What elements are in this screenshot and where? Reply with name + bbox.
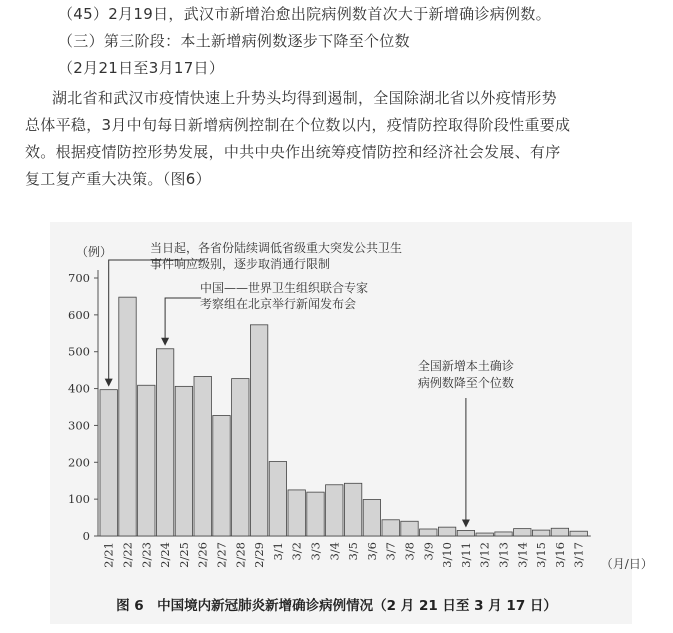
x-tick-label: 3/11 — [458, 542, 473, 568]
body-line-2: 总体平稳，3月中旬每日新增病例控制在个位数以内，疫情防控取得阶段性重要成 — [25, 116, 571, 134]
bar — [213, 415, 230, 536]
bar — [250, 325, 267, 536]
y-axis-label: （例） — [76, 245, 113, 259]
body-line-1: 湖北省和武汉市疫情快速上升势头均得到遏制，全国除湖北省以外疫情形势 — [52, 89, 557, 107]
bar — [457, 530, 474, 536]
bar — [495, 532, 512, 536]
bar-chart — [50, 222, 653, 624]
y-tick-label: 500 — [68, 344, 90, 359]
annotation-text: 当日起，各省份陆续调低省级重大突发公共卫生 — [150, 241, 403, 255]
bar — [438, 527, 455, 536]
bar — [382, 520, 399, 536]
x-tick-label: 3/9 — [421, 542, 436, 561]
y-tick-label: 600 — [68, 307, 90, 322]
y-tick-label: 100 — [68, 492, 90, 507]
x-tick-label: 2/21 — [101, 542, 116, 568]
bar — [344, 483, 361, 536]
bar — [288, 490, 305, 536]
x-tick-label: 3/12 — [477, 542, 492, 568]
bar — [119, 297, 136, 536]
x-tick-label: 2/25 — [176, 542, 191, 568]
x-tick-label: 3/1 — [270, 542, 285, 561]
bar — [476, 533, 493, 536]
x-tick-label: 3/15 — [534, 542, 549, 568]
annotation-arrowhead — [105, 379, 113, 387]
x-tick-label: 3/8 — [402, 542, 417, 561]
x-tick-label: 2/24 — [158, 542, 173, 568]
x-tick-label: 2/29 — [252, 542, 267, 568]
x-tick-label: 2/23 — [139, 542, 154, 568]
bar — [138, 385, 155, 536]
bar — [326, 485, 343, 536]
bar — [156, 349, 173, 536]
bar — [232, 379, 249, 536]
x-tick-label: 2/27 — [214, 542, 229, 568]
body-line-4: 复工复产重大决策。（图6） — [25, 170, 211, 188]
line-1: （45）2月19日，武汉市新增治愈出院病例数首次大于新增确诊病例数。 — [58, 5, 551, 23]
bar — [175, 386, 192, 536]
x-tick-label: 2/26 — [195, 542, 210, 568]
x-tick-label: 3/7 — [383, 542, 398, 561]
bar — [514, 529, 531, 536]
x-tick-label: 2/22 — [120, 542, 135, 568]
x-axis-label: （月/日） — [600, 557, 653, 571]
annotation-text: 中国——世界卫生组织联合专家 — [200, 281, 369, 295]
x-tick-label: 3/13 — [496, 542, 511, 568]
y-tick-label: 700 — [68, 271, 90, 285]
annotation-arrowhead — [462, 519, 470, 527]
figure-panel — [50, 222, 653, 624]
figure-caption: 图 6 中国境内新冠肺炎新增确诊病例情况（2 月 21 日至 3 月 17 日） — [116, 598, 557, 614]
bar — [401, 521, 418, 536]
x-tick-label: 3/4 — [327, 542, 342, 561]
x-tick-label: 3/10 — [440, 542, 455, 568]
x-tick-label: 3/3 — [308, 542, 323, 561]
section-heading: （三）第三阶段：本土新增病例数逐步下降至个位数 — [58, 32, 410, 50]
bar — [420, 529, 437, 536]
bar — [307, 492, 324, 536]
x-tick-label: 2/28 — [233, 542, 248, 568]
bar — [570, 531, 587, 536]
annotation-text: 全国新增本土确诊 — [417, 359, 514, 373]
bar — [194, 376, 211, 536]
bar — [532, 530, 549, 536]
x-tick-label: 3/14 — [515, 542, 530, 568]
x-tick-label: 3/17 — [571, 542, 586, 568]
x-tick-label: 3/16 — [552, 542, 567, 568]
section-date-range: （2月21日至3月17日） — [58, 59, 225, 77]
annotation-arrowhead — [161, 338, 169, 346]
y-tick-label: 200 — [68, 455, 90, 470]
annotation-text: 病例数降至个位数 — [417, 376, 514, 390]
x-tick-label: 3/5 — [346, 542, 361, 561]
y-tick-label: 0 — [82, 529, 90, 543]
bar — [269, 462, 286, 536]
annotation-text: 事件响应级别，逐步取消通行限制 — [150, 257, 331, 271]
body-line-3: 效。根据疫情防控形势发展，中共中央作出统筹疫情防控和经济社会发展、有序 — [25, 143, 561, 161]
bar — [551, 528, 568, 536]
annotation-arrow-line — [165, 298, 201, 343]
annotation-text: 考察组在北京举行新闻发布会 — [200, 297, 357, 311]
x-tick-label: 3/2 — [289, 542, 304, 561]
x-tick-label: 3/6 — [364, 542, 379, 561]
bar — [100, 390, 117, 536]
y-tick-label: 400 — [68, 381, 90, 396]
bar — [363, 500, 380, 536]
y-tick-label: 300 — [68, 418, 90, 433]
